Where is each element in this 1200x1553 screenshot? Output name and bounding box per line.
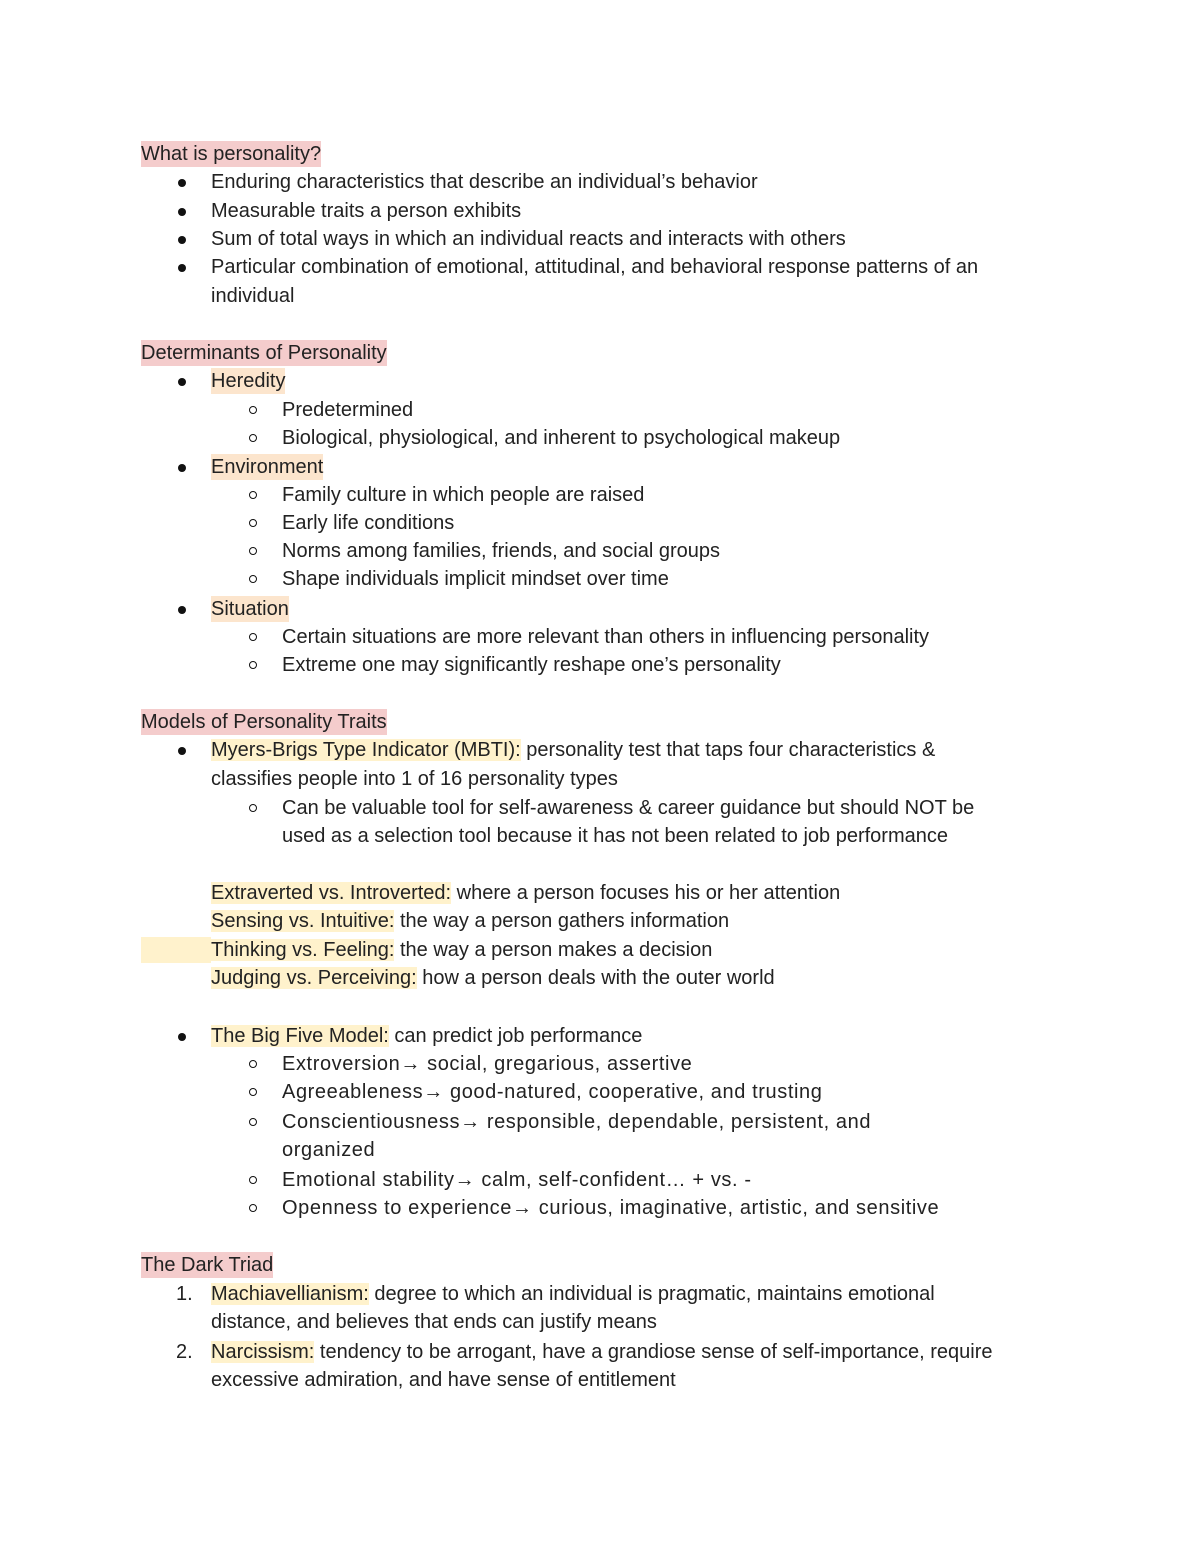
list-item: Sum of total ways in which an individual reacts and interacts with others [211, 228, 846, 250]
mbti-dimension [211, 965, 775, 991]
sub-list-item: Can be valuable tool for self-awareness & career guidance but should NOT be [282, 797, 975, 819]
dark-triad-text: degree to which an individual is pragmatic, maintains emotional [368, 1283, 935, 1305]
bullet-icon [178, 264, 186, 272]
dark-triad-item-continuation: distance, and believes that ends can justify means [211, 1311, 657, 1333]
sub-list-item: Early life conditions [282, 512, 455, 534]
bullet-icon [178, 378, 186, 386]
list-item: Enduring characteristics that describe an individual’s behavior [211, 171, 758, 193]
heading-what-is-personality: What is personality? [141, 143, 322, 165]
mbti-dimension [211, 937, 712, 963]
bullet-icon [178, 747, 186, 755]
list-item: Measurable traits a person exhibits [211, 200, 522, 222]
list-number: 1. [176, 1283, 193, 1305]
sub-list-item: Biological, physiological, and inherent to psychological makeup [282, 427, 841, 449]
sub-list-item: Predetermined [282, 399, 414, 421]
bullet-icon [178, 464, 186, 472]
label-machiavellianism: Machiavellianism: [211, 1283, 369, 1305]
highlight-indent [141, 937, 211, 963]
label-mbti: Myers-Brigs Type Indicator (MBTI): [211, 739, 521, 761]
list-item-continuation: individual [211, 285, 295, 307]
dark-triad-item-continuation: excessive admiration, and have sense of entitlement [211, 1369, 676, 1391]
sub-list-item: Extroversion→ social, gregarious, assertive [282, 1053, 693, 1075]
sub-bullet-icon [249, 661, 257, 669]
bullet-icon [178, 1033, 186, 1041]
mbti-text: personality test that taps four characteristics & [520, 739, 936, 761]
sub-list-item: Norms among families, friends, and social groups [282, 540, 720, 562]
mbti-dimension [211, 908, 729, 934]
dimension-label: Extraverted vs. Introverted: [211, 882, 452, 904]
sub-bullet-icon [249, 1118, 257, 1126]
big-five-line [211, 1023, 642, 1049]
mbti-line [211, 737, 935, 763]
sub-bullet-icon [249, 1088, 257, 1096]
sub-bullet-icon [249, 1060, 257, 1068]
sub-list-item: Agreeableness→ good-natured, cooperative, and trusting [282, 1081, 823, 1103]
sub-list-item: Certain situations are more relevant than others in influencing personality [282, 626, 930, 648]
dimension-label: Judging vs. Perceiving: [211, 967, 417, 989]
sub-bullet-icon [249, 575, 257, 583]
label-situation: Situation [211, 598, 289, 620]
dark-triad-item [211, 1339, 993, 1365]
sub-bullet-icon [249, 491, 257, 499]
list-number: 2. [176, 1341, 193, 1363]
sub-list-item: Shape individuals implicit mindset over time [282, 568, 669, 590]
heading-models: Models of Personality Traits [141, 711, 387, 733]
dimension-text: the way a person gathers information [394, 910, 730, 932]
heading-dark-triad: The Dark Triad [141, 1254, 274, 1276]
dimension-text: the way a person makes a decision [394, 939, 713, 961]
sub-bullet-icon [249, 434, 257, 442]
sub-list-item: Openness to experience→ curious, imaginative, artistic, and sensitive [282, 1197, 940, 1219]
sub-list-item: Extreme one may significantly reshape one’s personality [282, 654, 781, 676]
dimension-text: where a person focuses his or her attention [451, 882, 841, 904]
dark-triad-item [211, 1281, 935, 1307]
dimension-label: Sensing vs. Intuitive: [211, 910, 395, 932]
label-big-five: The Big Five Model: [211, 1025, 389, 1047]
label-environment: Environment [211, 456, 324, 478]
bullet-icon [178, 208, 186, 216]
big-five-text: can predict job performance [388, 1025, 643, 1047]
dimension-label: Thinking vs. Feeling: [211, 939, 395, 961]
dimension-text: how a person deals with the outer world [416, 967, 775, 989]
label-heredity: Heredity [211, 370, 286, 392]
sub-bullet-icon [249, 633, 257, 641]
sub-bullet-icon [249, 1176, 257, 1184]
sub-bullet-icon [249, 1204, 257, 1212]
mbti-line-continuation: classifies people into 1 of 16 personality types [211, 768, 618, 790]
bullet-icon [178, 179, 186, 187]
mbti-dimension [211, 880, 840, 906]
bullet-icon [178, 236, 186, 244]
sub-list-item: Family culture in which people are raised [282, 484, 645, 506]
sub-bullet-icon [249, 547, 257, 555]
bullet-icon [178, 606, 186, 614]
sub-list-item-continuation: organized [282, 1139, 376, 1161]
sub-list-item: Conscientiousness→ responsible, dependable, persistent, and [282, 1111, 872, 1133]
dark-triad-text: tendency to be arrogant, have a grandiose sense of self-importance, require [314, 1341, 993, 1363]
sub-bullet-icon [249, 406, 257, 414]
sub-list-item: Emotional stability→ calm, self-confident… + vs. - [282, 1169, 752, 1191]
sub-bullet-icon [249, 804, 257, 812]
list-item: Particular combination of emotional, attitudinal, and behavioral response patterns of an [211, 256, 979, 278]
heading-determinants: Determinants of Personality [141, 342, 387, 364]
sub-bullet-icon [249, 519, 257, 527]
sub-list-item-continuation: used as a selection tool because it has not been related to job performance [282, 825, 948, 847]
label-narcissism: Narcissism: [211, 1341, 315, 1363]
